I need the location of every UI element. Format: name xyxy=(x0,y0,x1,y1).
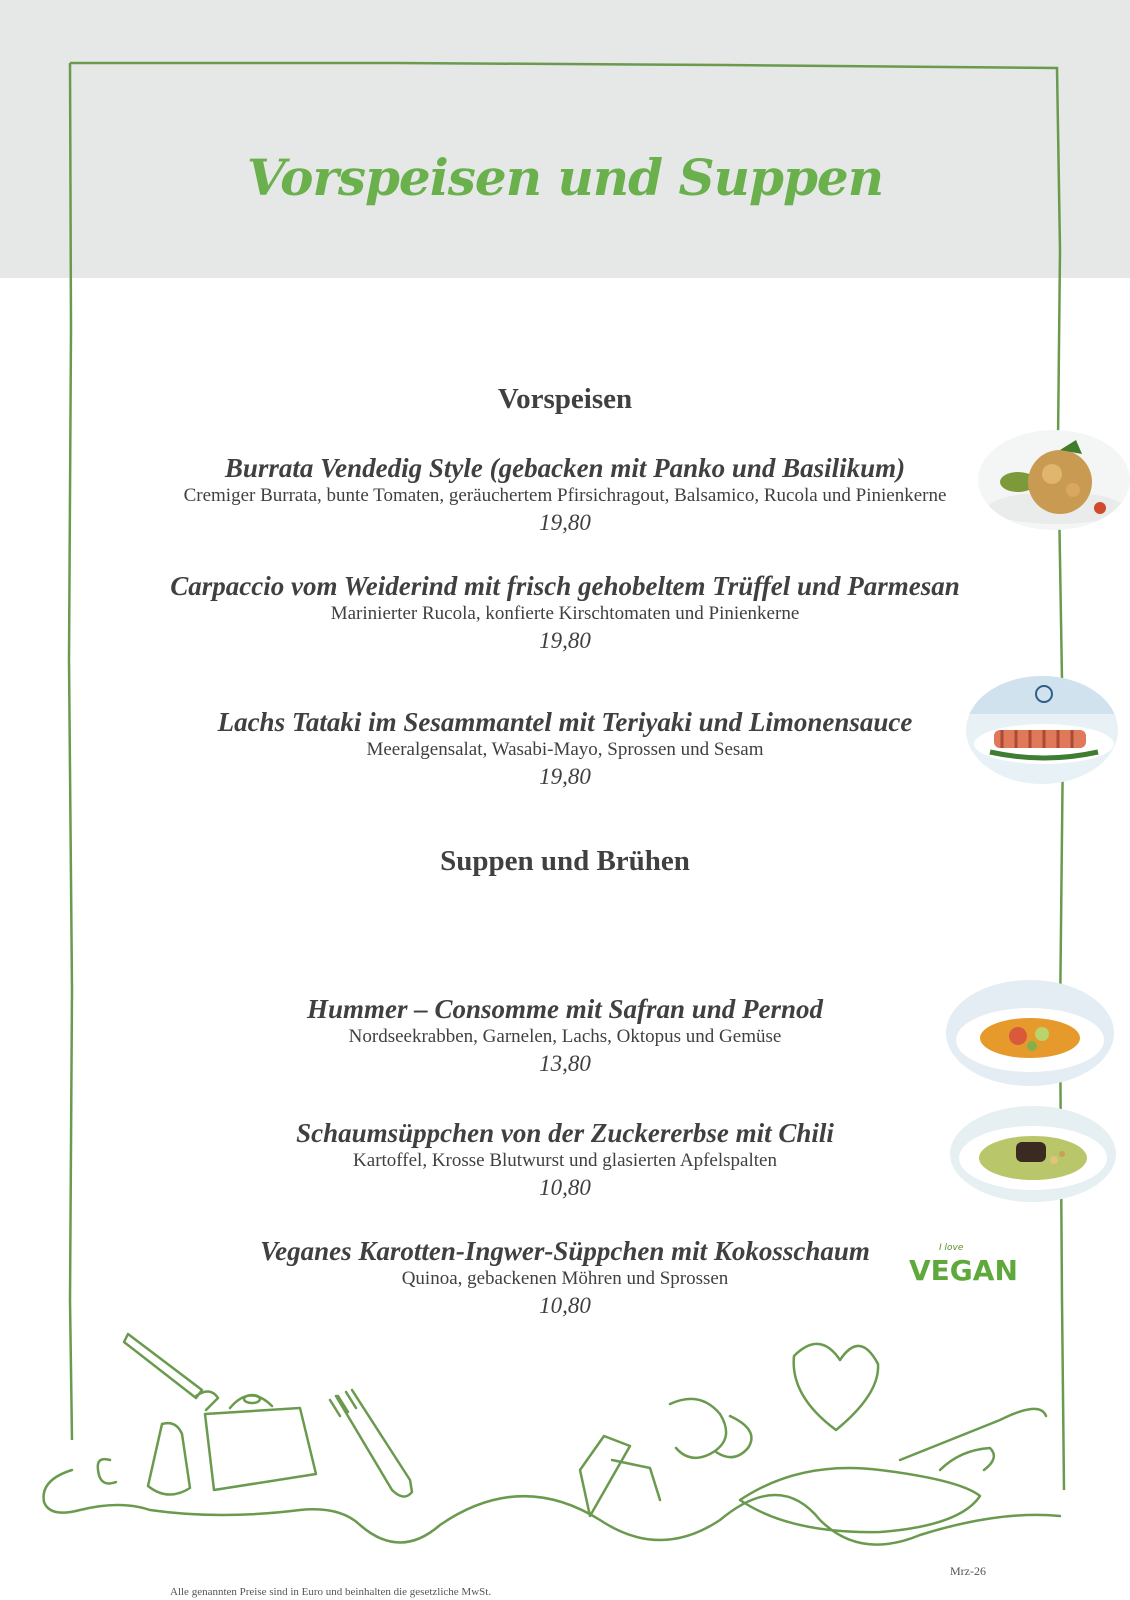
vegan-badge-label: VEGAN xyxy=(909,1254,1018,1286)
dish-name: Veganes Karotten-Ingwer-Süppchen mit Kokosschaum xyxy=(260,1236,870,1266)
dish-description: Cremiger Burrata, bunte Tomaten, geräuchertem Pfirsichragout, Balsamico, Rucola und Pinienkerne xyxy=(183,485,947,506)
menu-item xyxy=(0,570,1130,656)
dish-price: 19,80 xyxy=(539,764,591,789)
dish-name: Carpaccio vom Weiderind mit frisch gehobeltem Trüffel und Parmesan xyxy=(170,571,960,601)
dish-description: Nordseekrabben, Garnelen, Lachs, Oktopus und Gemüse xyxy=(348,1026,782,1047)
dish-price: 19,80 xyxy=(539,510,591,535)
pea-soup-photo xyxy=(950,1106,1116,1202)
dish-description: Quinoa, gebackenen Möhren und Sprossen xyxy=(401,1268,729,1289)
dish-price: 19,80 xyxy=(539,628,591,653)
section-title-vorspeisen: Vorspeisen xyxy=(497,383,633,415)
dish-name: Lachs Tataki im Sesammantel mit Teriyaki und Limonensauce xyxy=(217,707,913,737)
dish-name: Burrata Vendedig Style (gebacken mit Panko und Basilikum) xyxy=(224,453,906,483)
dish-description: Meeralgensalat, Wasabi-Mayo, Sprossen und Sesam xyxy=(366,739,764,760)
burrata-photo xyxy=(978,430,1130,530)
dish-name: Schaumsüppchen von der Zuckererbse mit Chili xyxy=(296,1118,834,1148)
header-band xyxy=(0,0,1130,278)
section-title-suppen: Suppen und Brühen xyxy=(440,845,690,877)
page-title: Vorspeisen und Suppen xyxy=(246,148,884,207)
document-code: Mrz-26 xyxy=(950,1564,986,1578)
lobster-consomme-photo xyxy=(946,980,1114,1086)
vegan-badge-small: I love xyxy=(939,1243,964,1253)
price-footnote: Alle genannten Preise sind in Euro und beinhalten die gesetzliche MwSt. xyxy=(170,1586,492,1598)
menu-item xyxy=(0,452,1130,538)
dish-price: 10,80 xyxy=(539,1175,591,1200)
menu-item xyxy=(0,706,1130,792)
dish-price: 10,80 xyxy=(539,1293,591,1318)
kitchen-line-art xyxy=(0,1320,1130,1600)
dish-description: Kartoffel, Krosse Blutwurst und glasierten Apfelspalten xyxy=(353,1150,777,1171)
dish-name: Hummer – Consomme mit Safran und Pernod xyxy=(306,994,824,1024)
dish-price: 13,80 xyxy=(539,1051,591,1076)
dish-description: Marinierter Rucola, konfierte Kirschtomaten und Pinienkerne xyxy=(330,603,800,624)
salmon-tataki-photo xyxy=(966,676,1118,784)
vegan-badge xyxy=(905,1238,1021,1286)
